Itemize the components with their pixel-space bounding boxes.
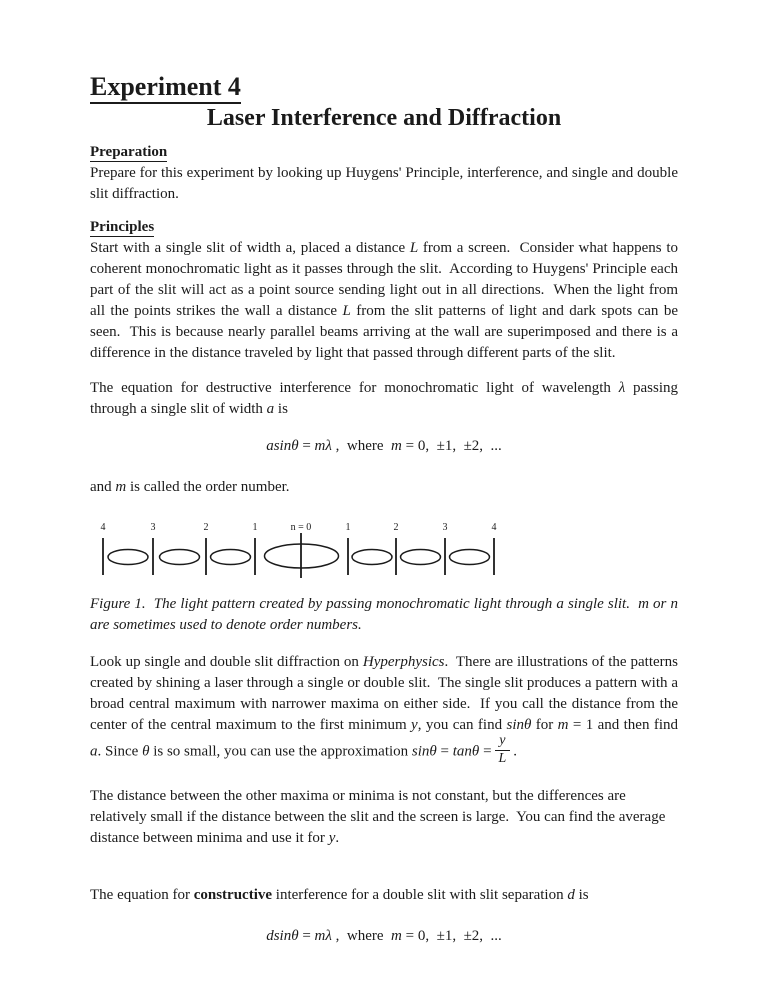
text-run: asinθ [266,438,299,454]
experiment-title-text: Experiment 4 [90,72,241,104]
text-run: constructive [193,887,273,903]
preparation-heading [90,142,678,163]
text-run: mλ [314,438,332,454]
text-run: , where [331,928,392,944]
text-run: is so small, you can use the approximation [149,743,412,760]
text-run: Hyperphysics [362,654,445,670]
order-label: 3 [442,522,448,533]
text-run: The distance between the other maxima or minima is not constant, but the differences are relatively small if the distance between the slit and the screen is large. You can find the average distance between minima and use it for [90,788,670,846]
principles-paragraph [90,238,682,364]
text-run: is called the order number. [126,479,290,495]
text-run: Look up single and double slit diffraction on [90,654,363,670]
text-run: interference for a double slit with slit separation [272,887,568,903]
order-label: 4 [491,522,497,533]
text-run: y [328,830,336,846]
double-slit-equation [90,926,678,947]
text-run: The equation for [90,887,194,903]
minima-distance-paragraph [90,786,678,849]
text-run: sinθ [506,717,532,733]
text-run: = [479,743,496,760]
text-run: is [274,401,288,417]
maximum-ellipse [352,550,392,565]
text-run: Start with a single slit of width a, placed a distance [90,240,410,256]
order-label: 1 [345,522,351,533]
text-run: , where [331,438,392,454]
text-run: = 0, ±1, ±2, ... [401,438,502,454]
figure1-caption [90,594,682,636]
maximum-ellipse [450,550,490,565]
text-run: = [436,743,453,760]
text-run: d [567,887,575,903]
figure1-diagram [98,518,500,580]
text-run: L [342,303,351,319]
order-label: 1 [252,522,258,533]
order-label: 2 [393,522,399,533]
text-run: for [531,717,558,733]
fraction-denominator: L [498,751,507,766]
order-label: 3 [150,522,156,533]
text-run: . [509,743,517,760]
text-run: dsinθ [266,928,299,944]
text-run: . Since [97,743,143,760]
text-run: m [557,717,569,733]
text-run: The equation for destructive interference for monochromatic light of wavelength [90,380,619,396]
destructive-equation-intro [90,378,682,420]
principles-heading-text: Principles [90,219,155,235]
text-run: from a screen. Consider what happens to coherent monochromatic light as it passes through the slit. According to Huygens' Principle each part of the slit will act as a point source sending light out in all directions. When the light from all the points strikes the wall a distance [90,240,682,319]
order-label: 4 [100,522,106,533]
text-run: is [574,887,589,903]
constructive-equation-intro [90,885,678,906]
preparation-paragraph [90,163,682,205]
text-run: m [391,928,402,944]
order-label: 2 [203,522,209,533]
preparation-heading-text: Preparation [90,144,168,160]
text-run: Figure 1. The light pattern created by passing monochromatic light through a single slit. m or n are sometimes used to denote order numbers. [90,596,682,633]
order-label: n = 0 [290,522,312,533]
experiment-title [90,72,678,102]
text-run: L [409,240,419,256]
text-run: tanθ [452,743,480,760]
text-run: θ [142,743,150,760]
text-run: sinθ [411,743,437,760]
document-subtitle: Laser Interference and Diffraction [206,105,562,131]
text-run: = 0, ±1, ±2, ... [401,928,502,944]
text-run: a [90,743,98,760]
text-run: mλ [314,928,332,944]
maximum-ellipse [160,550,200,565]
text-run: , you can find [417,717,507,733]
text-run: . [335,830,340,846]
text-run: y [411,717,418,733]
maximum-ellipse [211,550,251,565]
inline-fraction [495,734,509,766]
order-number-note [90,477,678,498]
text-run: m [391,438,402,454]
text-run: = [298,928,315,944]
text-run: = 1 and then find [568,717,682,733]
text-run: m [115,479,127,495]
text-run: and [90,479,116,495]
principles-heading [90,217,678,238]
text-run: passing through a single slit of width [90,380,682,417]
fraction-numerator: y [495,734,509,751]
figure1-container [98,518,678,580]
text-run: from the slit patterns of light and dark spots can be seen. This is because nearly parallel beams arriving at the wall are superimposed and there is a difference in the distance traveled by light that passed through different parts of the slit. [90,303,682,361]
maximum-ellipse [401,550,441,565]
text-run: λ [618,380,626,396]
text-run: = [298,438,315,454]
maximum-ellipse [108,550,148,565]
text-run: Prepare for this experiment by looking up Huygens' Principle, interference, and single and double slit diffraction. [90,165,682,202]
hyperphysics-paragraph [90,652,682,768]
single-slit-equation [90,436,678,457]
text-run: . There are illustrations of the patterns created by shining a laser through a single or double slit. The single slit produces a pattern with a broad central maximum with narrower maxima on either side. If you call the distance from the center of the central maximum to the first minimum [90,654,682,733]
text-run: a [266,401,275,417]
